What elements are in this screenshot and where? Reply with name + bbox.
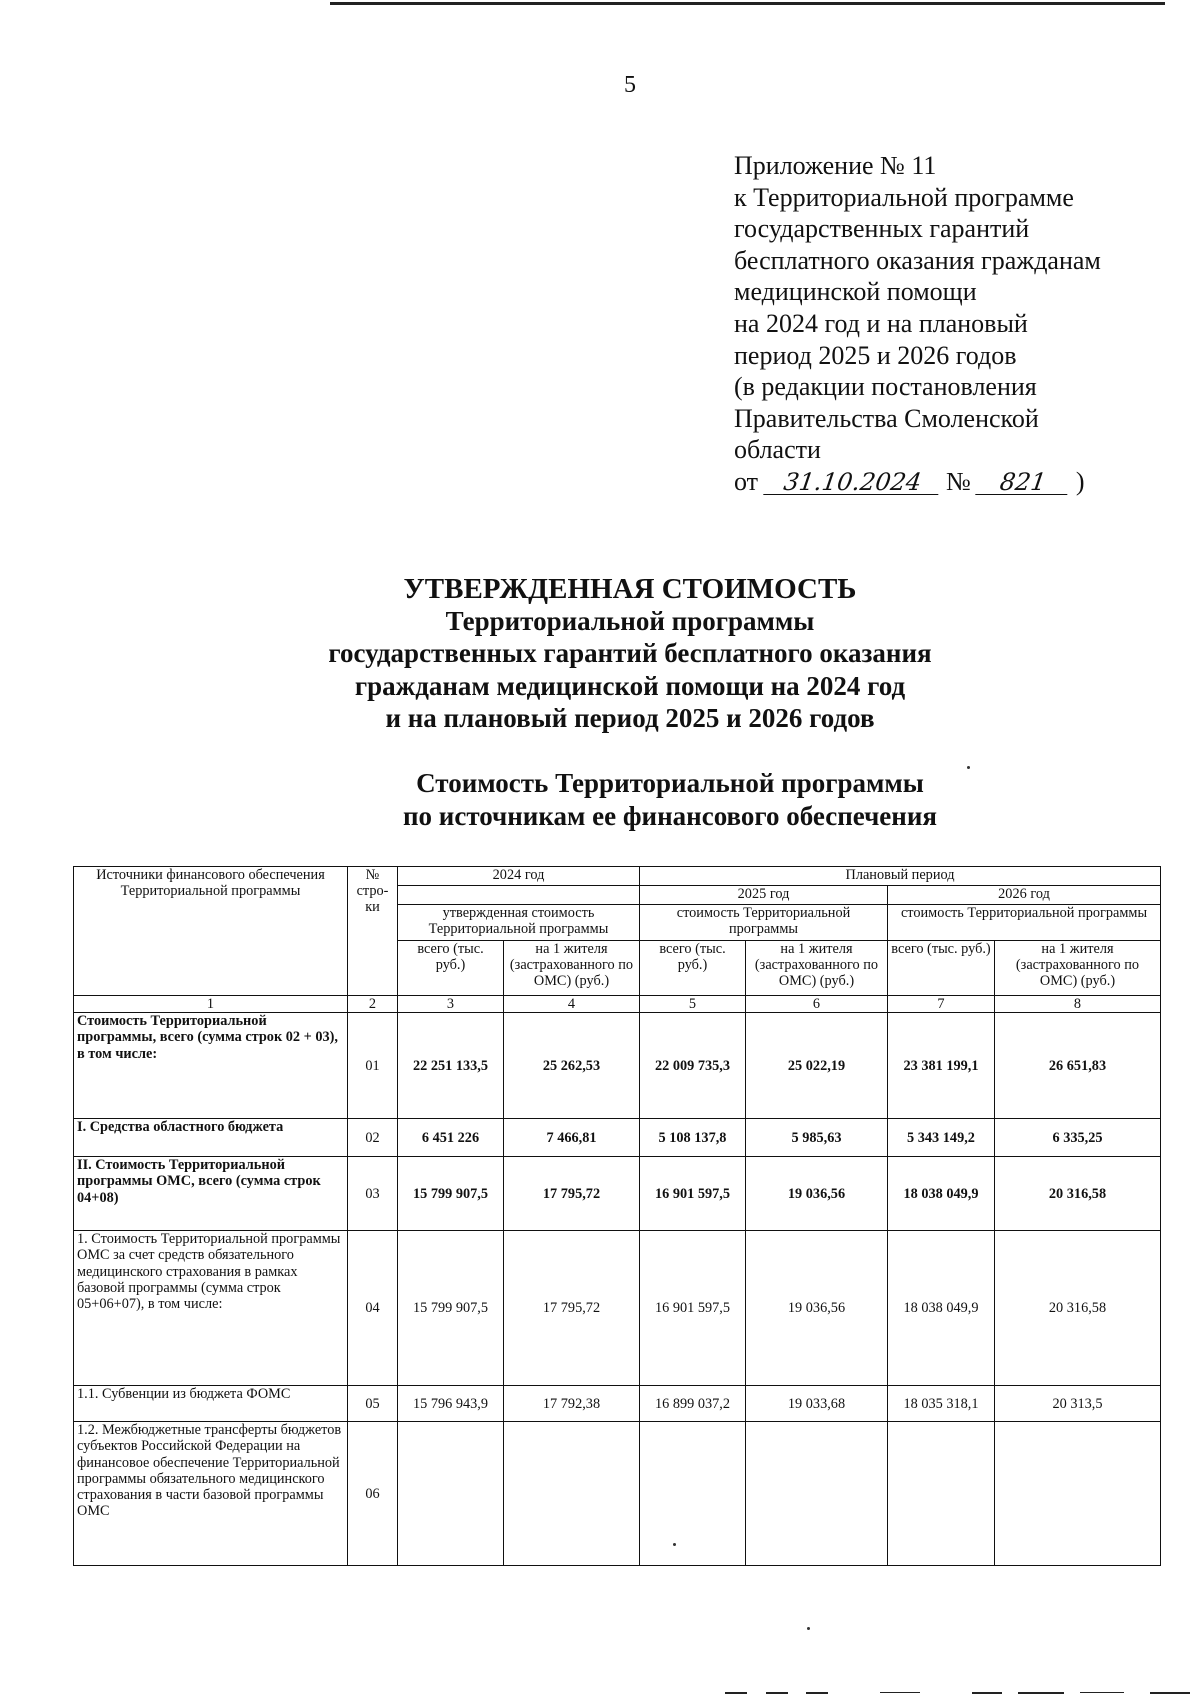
header-per-resident: на 1 жителя (застрахованного по ОМС) (руб.) [746, 941, 888, 996]
cell-2025-total [640, 1422, 746, 1566]
cell-2026-total: 5 343 149,2 [888, 1119, 995, 1157]
scan-artifacts [0, 1692, 1200, 1700]
cell-2024-total: 15 796 943,9 [398, 1386, 504, 1422]
cell-2026-per-resident: 20 316,58 [995, 1157, 1161, 1231]
table-row [74, 1231, 1161, 1386]
column-number: 3 [398, 996, 504, 1013]
appendix-header [734, 150, 1174, 498]
cell-2026-per-resident: 26 651,83 [995, 1013, 1161, 1119]
scan-speck [967, 766, 970, 769]
cell-2025-total: 16 901 597,5 [640, 1231, 746, 1386]
header-total: всего (тыс. руб.) [640, 941, 746, 996]
cell-2025-total: 22 009 735,3 [640, 1013, 746, 1119]
page-number: 5 [624, 72, 636, 98]
cell-2026-total: 18 038 049,9 [888, 1157, 995, 1231]
cell-2024-per-resident [504, 1422, 640, 1566]
cell-2025-per-resident: 25 022,19 [746, 1013, 888, 1119]
cell-2025-total: 5 108 137,8 [640, 1119, 746, 1157]
table-row [74, 1386, 1161, 1422]
cell-2026-per-resident: 20 316,58 [995, 1231, 1161, 1386]
header-planned-period: Плановый период [640, 867, 1161, 886]
appendix-line: области [734, 435, 821, 465]
title-line: Территориальной программы [445, 606, 815, 637]
cell-2026-total: 23 381 199,1 [888, 1013, 995, 1119]
row-number: 02 [348, 1119, 398, 1157]
row-number: 05 [348, 1386, 398, 1422]
header-year-2025: 2025 год [640, 886, 888, 905]
cell-2024-total: 6 451 226 [398, 1119, 504, 1157]
header-cost-2025: стоимость Территориальной программы [640, 905, 888, 941]
header-row [74, 867, 1161, 886]
cell-2025-per-resident: 19 033,68 [746, 1386, 888, 1422]
table-row [74, 1013, 1161, 1119]
cell-2024-per-resident: 17 795,72 [504, 1231, 640, 1386]
title-line: гражданам медицинской помощи на 2024 год [354, 670, 906, 701]
header-total: всего (тыс. руб.) [888, 941, 995, 996]
header-year-2026: 2026 год [888, 886, 1161, 905]
column-number: 7 [888, 996, 995, 1013]
handwritten-number: 821 [976, 470, 1072, 495]
cell-2025-total: 16 901 597,5 [640, 1157, 746, 1231]
row-number: 03 [348, 1157, 398, 1231]
title-line: государственных гарантий бесплатного оказания [328, 638, 932, 669]
cell-2026-total: 18 038 049,9 [888, 1231, 995, 1386]
resolution-prefix: от [734, 466, 759, 496]
appendix-line: к Территориальной программе [734, 182, 1074, 212]
column-number: 5 [640, 996, 746, 1013]
section-subtitle [0, 767, 1200, 833]
cell-2025-total: 16 899 037,2 [640, 1386, 746, 1422]
scan-speck [807, 1627, 810, 1630]
header-year-2024: 2024 год [398, 867, 640, 886]
cell-2024-per-resident: 7 466,81 [504, 1119, 640, 1157]
column-number-row [74, 996, 1161, 1013]
column-number: 1 [74, 996, 348, 1013]
row-number: 04 [348, 1231, 398, 1386]
cell-2024-per-resident: 25 262,53 [504, 1013, 640, 1119]
appendix-line: (в редакции постановления [734, 372, 1037, 402]
row-number: 06 [348, 1422, 398, 1566]
table-row [74, 1422, 1161, 1566]
appendix-line: медицинской помощи [734, 277, 977, 307]
appendix-line: Правительства Смоленской [734, 403, 1039, 433]
resolution-reference [734, 466, 1174, 498]
cell-2024-total: 22 251 133,5 [398, 1013, 504, 1119]
handwritten-date: 31.10.2024 [763, 470, 942, 495]
row-source: 1.1. Субвенции из бюджета ФОМС [74, 1386, 348, 1422]
cell-2025-per-resident [746, 1422, 888, 1566]
title-line: УТВЕРЖДЕННАЯ СТОИМОСТЬ [403, 573, 857, 605]
cell-2026-total: 18 035 318,1 [888, 1386, 995, 1422]
appendix-line: государственных гарантий [734, 214, 1030, 244]
document-title [0, 573, 1200, 734]
header-per-resident: на 1 жителя (застрахованного по ОМС) (руб.) [995, 941, 1161, 996]
row-number: 01 [348, 1013, 398, 1119]
header-row-number: № стро-ки [348, 867, 398, 996]
table-row [74, 1157, 1161, 1231]
column-number: 8 [995, 996, 1161, 1013]
resolution-suffix: ) [1075, 466, 1085, 496]
header-total: всего (тыс. руб.) [398, 941, 504, 996]
subtitle-line: Стоимость Территориальной программы [416, 768, 924, 798]
cell-2026-per-resident: 6 335,25 [995, 1119, 1161, 1157]
row-source: II. Стоимость Территориальной программы ОМС, всего (сумма строк 04+08) [74, 1157, 348, 1231]
row-source: I. Средства областного бюджета [74, 1119, 348, 1157]
appendix-line: бесплатного оказания гражданам [734, 245, 1101, 275]
row-source: 1. Стоимость Территориальной программы ОМС за счет средств обязательного медицинского страхования в рамках базовой программы (сумма строк 05+06+07), в том числе: [74, 1231, 348, 1386]
header-per-resident: на 1 жителя (застрахованного по ОМС) (руб.) [504, 941, 640, 996]
column-number: 6 [746, 996, 888, 1013]
column-number: 4 [504, 996, 640, 1013]
cell-2024-total: 15 799 907,5 [398, 1231, 504, 1386]
scan-speck [673, 1543, 676, 1546]
table-row [74, 1119, 1161, 1157]
cell-2025-per-resident: 5 985,63 [746, 1119, 888, 1157]
row-source: 1.2. Межбюджетные трансферты бюджетов субъектов Российской Федерации на финансовое обеспечение Территориальной программы обязательного медицинского страхования в части базовой программы ОМС [74, 1422, 348, 1566]
appendix-line: Приложение № 11 [734, 151, 937, 180]
header-approved-cost: утвержденная стоимость Территориальной программы [398, 905, 640, 941]
header-source: Источники финансового обеспечения Территориальной программы [74, 867, 348, 996]
column-number: 2 [348, 996, 398, 1013]
header-spacer [398, 886, 640, 905]
cell-2024-total: 15 799 907,5 [398, 1157, 504, 1231]
top-border-line [330, 2, 1165, 5]
cell-2026-total [888, 1422, 995, 1566]
cell-2024-total [398, 1422, 504, 1566]
appendix-line: на 2024 год и на плановый [734, 308, 1028, 338]
cell-2024-per-resident: 17 792,38 [504, 1386, 640, 1422]
financing-table [73, 866, 1161, 1566]
resolution-number-label: № [946, 466, 971, 496]
appendix-line: период 2025 и 2026 годов [734, 340, 1017, 370]
cell-2026-per-resident [995, 1422, 1161, 1566]
subtitle-line: по источникам ее финансового обеспечения [402, 801, 938, 831]
cell-2025-per-resident: 19 036,56 [746, 1231, 888, 1386]
cell-2026-per-resident: 20 313,5 [995, 1386, 1161, 1422]
title-line: и на плановый период 2025 и 2026 годов [385, 702, 875, 733]
header-cost-2026: стоимость Территориальной программы [888, 905, 1161, 941]
cell-2025-per-resident: 19 036,56 [746, 1157, 888, 1231]
cell-2024-per-resident: 17 795,72 [504, 1157, 640, 1231]
row-source: Стоимость Территориальной программы, всего (сумма строк 02 + 03), в том числе: [74, 1013, 348, 1119]
